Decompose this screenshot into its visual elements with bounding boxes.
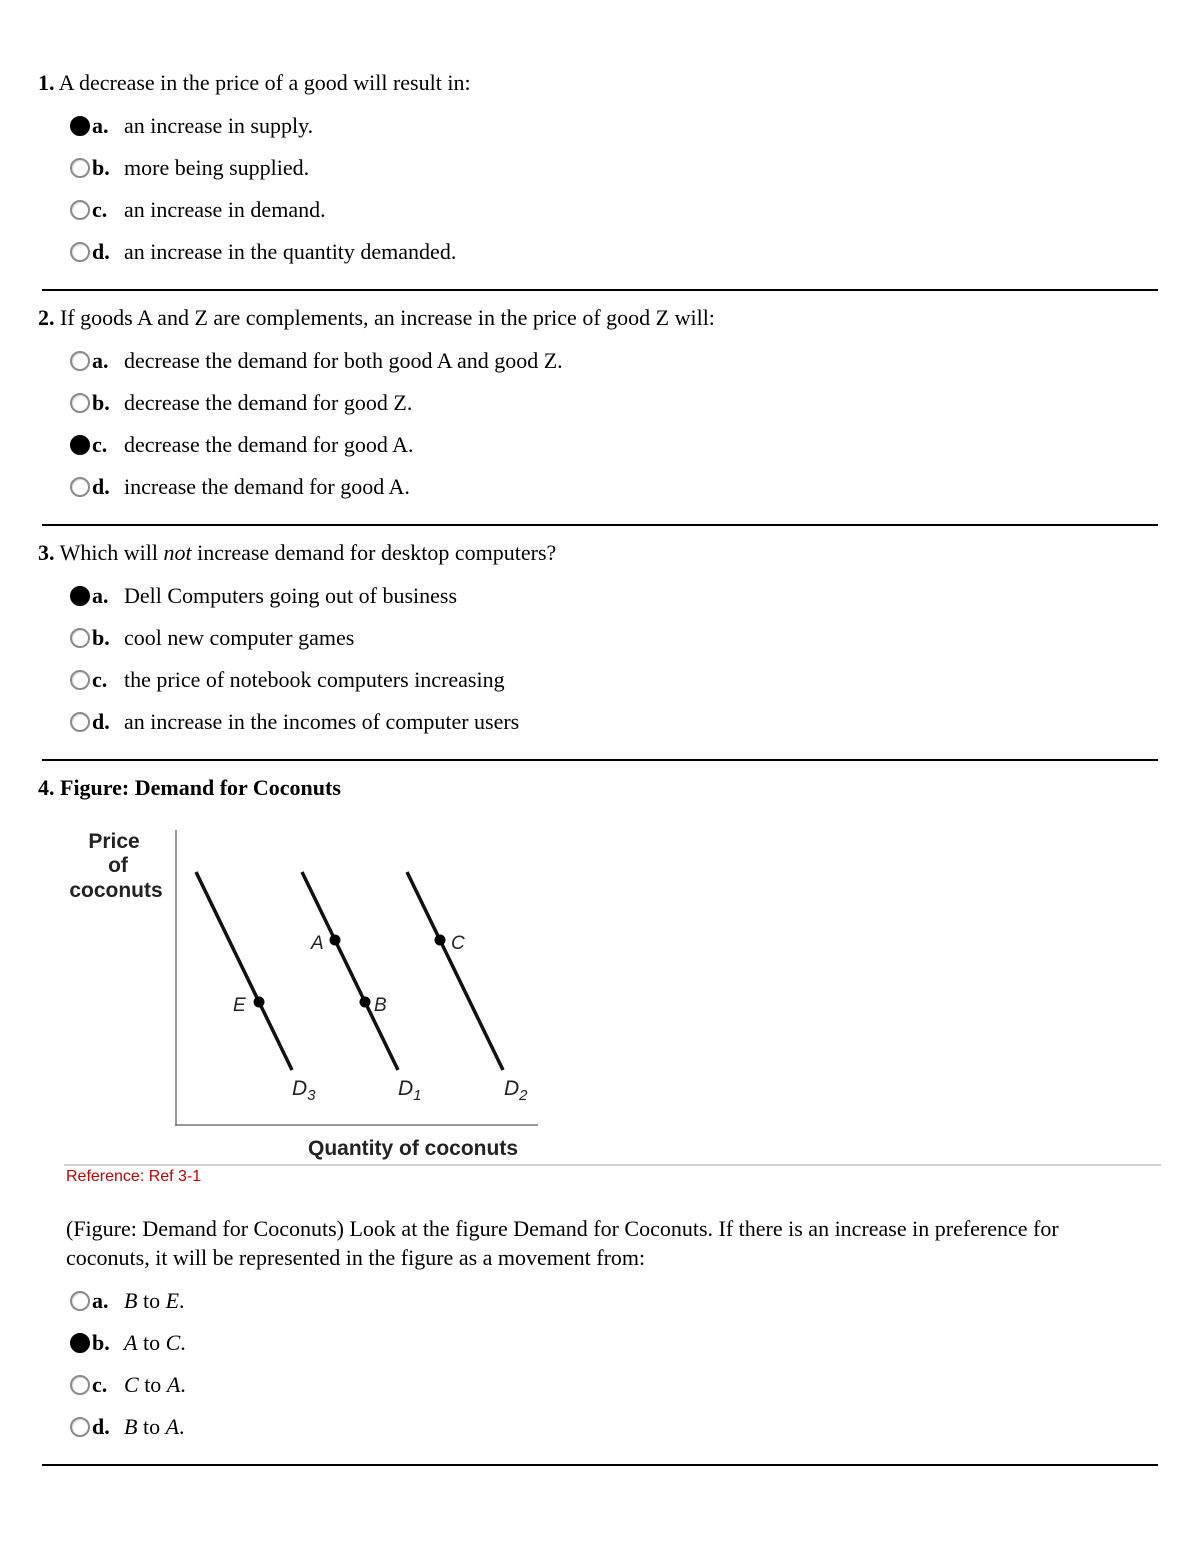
- q4-option-a[interactable]: [70, 1288, 185, 1314]
- option-letter: c.: [92, 197, 108, 222]
- curve-label-d1: $D_1$: [398, 1077, 422, 1104]
- radio-unselected-icon[interactable]: [70, 158, 90, 178]
- option-text: an increase in demand.: [124, 197, 326, 222]
- q3-option-b[interactable]: [70, 625, 354, 651]
- option-text: decrease the demand for good A.: [124, 432, 414, 457]
- option-letter: a.: [92, 1288, 109, 1313]
- question-text: A decrease in the price of a good will result in:: [58, 70, 471, 95]
- question-text-after: increase demand for desktop computers?: [191, 540, 557, 565]
- option-text: the price of notebook computers increasing: [124, 667, 505, 692]
- option-text: increase the demand for good A.: [124, 474, 410, 499]
- question-divider: [42, 289, 1158, 291]
- option-text: more being supplied.: [124, 155, 310, 180]
- demand-curve-d1: [302, 872, 398, 1070]
- y-axis-label-line-2: of: [108, 854, 128, 877]
- radio-unselected-icon[interactable]: [70, 1417, 90, 1437]
- question-divider: [42, 524, 1158, 526]
- option-text: an increase in the quantity demanded.: [124, 239, 457, 264]
- q2-option-c[interactable]: [70, 432, 414, 458]
- option-to-word: to: [137, 1414, 166, 1439]
- y-axis-label-line-1: Price: [88, 830, 140, 853]
- point-label-b: B: [374, 995, 387, 1016]
- option-text: Dell Computers going out of business: [124, 583, 458, 608]
- q3-option-c[interactable]: [70, 667, 505, 693]
- q4-option-b[interactable]: [70, 1330, 186, 1356]
- radio-unselected-icon[interactable]: [70, 477, 90, 497]
- radio-unselected-icon[interactable]: [70, 628, 90, 648]
- point-label-e: E: [233, 995, 246, 1016]
- option-letter: a.: [92, 348, 109, 373]
- radio-selected-icon[interactable]: [70, 116, 90, 136]
- option-to: A: [165, 1414, 180, 1439]
- option-to: C: [165, 1330, 181, 1355]
- question-4-text: (Figure: Demand for Coconuts) Look at the figure Demand for Coconuts. If there is an increase in preference for coconuts, it will be represented in the figure as a movement from:: [66, 1216, 1059, 1270]
- point-b: [360, 997, 371, 1008]
- q1-option-b[interactable]: [70, 155, 309, 181]
- q1-option-a[interactable]: [70, 113, 313, 139]
- option-text: decrease the demand for good Z.: [124, 390, 413, 415]
- option-letter: b.: [92, 390, 110, 415]
- q1-option-d[interactable]: [70, 239, 456, 265]
- question-text-emphasis: not: [163, 540, 192, 565]
- point-label-a: A: [311, 933, 324, 954]
- curve-label-d2: $D_2$: [504, 1077, 528, 1104]
- option-to-word: to: [138, 1372, 167, 1397]
- option-from: A: [124, 1330, 138, 1355]
- q2-option-d[interactable]: [70, 474, 410, 500]
- option-letter: a.: [92, 583, 109, 608]
- radio-unselected-icon[interactable]: [70, 670, 90, 690]
- option-to: A: [166, 1372, 181, 1397]
- option-to-word: to: [137, 1288, 166, 1313]
- y-axis-label-line-3: coconuts: [69, 879, 163, 902]
- q4-option-c[interactable]: [70, 1372, 186, 1398]
- q2-option-b[interactable]: [70, 390, 412, 416]
- radio-unselected-icon[interactable]: [70, 712, 90, 732]
- q1-option-c[interactable]: [70, 197, 326, 223]
- question-number: 3.: [38, 540, 55, 565]
- figure-title: Figure: Demand for Coconuts: [60, 775, 341, 800]
- question-1-prompt: [38, 70, 471, 96]
- y-axis-label: [69, 830, 162, 902]
- question-2-prompt: [38, 305, 715, 331]
- q3-option-d[interactable]: [70, 709, 519, 735]
- option-text: an increase in supply.: [124, 113, 314, 138]
- option-from: C: [124, 1372, 139, 1397]
- radio-unselected-icon[interactable]: [70, 1291, 90, 1311]
- option-letter: b.: [92, 1330, 110, 1355]
- radio-unselected-icon[interactable]: [70, 242, 90, 262]
- option-letter: d.: [92, 1414, 110, 1439]
- reference-divider: [64, 1164, 1161, 1166]
- question-4-prompt: [38, 775, 341, 801]
- radio-unselected-icon[interactable]: [70, 200, 90, 220]
- demand-curve-d2: [407, 872, 503, 1070]
- q4-option-d[interactable]: [70, 1414, 185, 1440]
- option-to-word: to: [137, 1330, 166, 1355]
- curve-label-d3: $D_3$: [292, 1077, 316, 1104]
- option-from: B: [124, 1288, 138, 1313]
- question-number: 4.: [38, 775, 55, 800]
- question-number: 2.: [38, 305, 55, 330]
- option-letter: d.: [92, 474, 110, 499]
- question-divider: [42, 759, 1158, 761]
- reference-label: Reference: Ref 3-1: [66, 1168, 202, 1185]
- option-letter: c.: [92, 667, 108, 692]
- q2-option-a[interactable]: [70, 348, 563, 374]
- option-end: .: [180, 1372, 186, 1397]
- option-letter: c.: [92, 432, 108, 457]
- option-letter: a.: [92, 113, 109, 138]
- question-divider: [42, 1464, 1158, 1466]
- demand-curve-d3: [196, 872, 292, 1070]
- radio-unselected-icon[interactable]: [70, 1375, 90, 1395]
- option-text: decrease the demand for both good A and good Z.: [124, 348, 563, 373]
- radio-unselected-icon[interactable]: [70, 393, 90, 413]
- option-letter: c.: [92, 1372, 108, 1397]
- radio-selected-icon[interactable]: [70, 435, 90, 455]
- demand-chart: [60, 820, 560, 1165]
- question-text: If goods A and Z are complements, an increase in the price of good Z will:: [60, 305, 715, 330]
- point-c: [435, 935, 446, 946]
- option-letter: d.: [92, 239, 110, 264]
- q3-option-a[interactable]: [70, 583, 457, 609]
- point-label-c: C: [451, 933, 465, 954]
- question-3-prompt: [38, 540, 556, 566]
- x-axis-label: Quantity of coconuts: [308, 1137, 518, 1160]
- point-e: [254, 997, 265, 1008]
- option-end: .: [180, 1330, 186, 1355]
- point-a: [330, 935, 341, 946]
- radio-unselected-icon[interactable]: [70, 351, 90, 371]
- radio-selected-icon[interactable]: [70, 586, 90, 606]
- option-text: an increase in the incomes of computer users: [124, 709, 520, 734]
- option-end: .: [179, 1414, 185, 1439]
- option-to: E: [165, 1288, 180, 1313]
- option-from: B: [124, 1414, 138, 1439]
- option-letter: b.: [92, 155, 110, 180]
- question-number: 1.: [38, 70, 55, 95]
- option-letter: d.: [92, 709, 110, 734]
- option-text: cool new computer games: [124, 625, 355, 650]
- radio-selected-icon[interactable]: [70, 1333, 90, 1353]
- option-end: .: [179, 1288, 185, 1313]
- question-text-before: Which will: [59, 540, 164, 565]
- option-letter: b.: [92, 625, 110, 650]
